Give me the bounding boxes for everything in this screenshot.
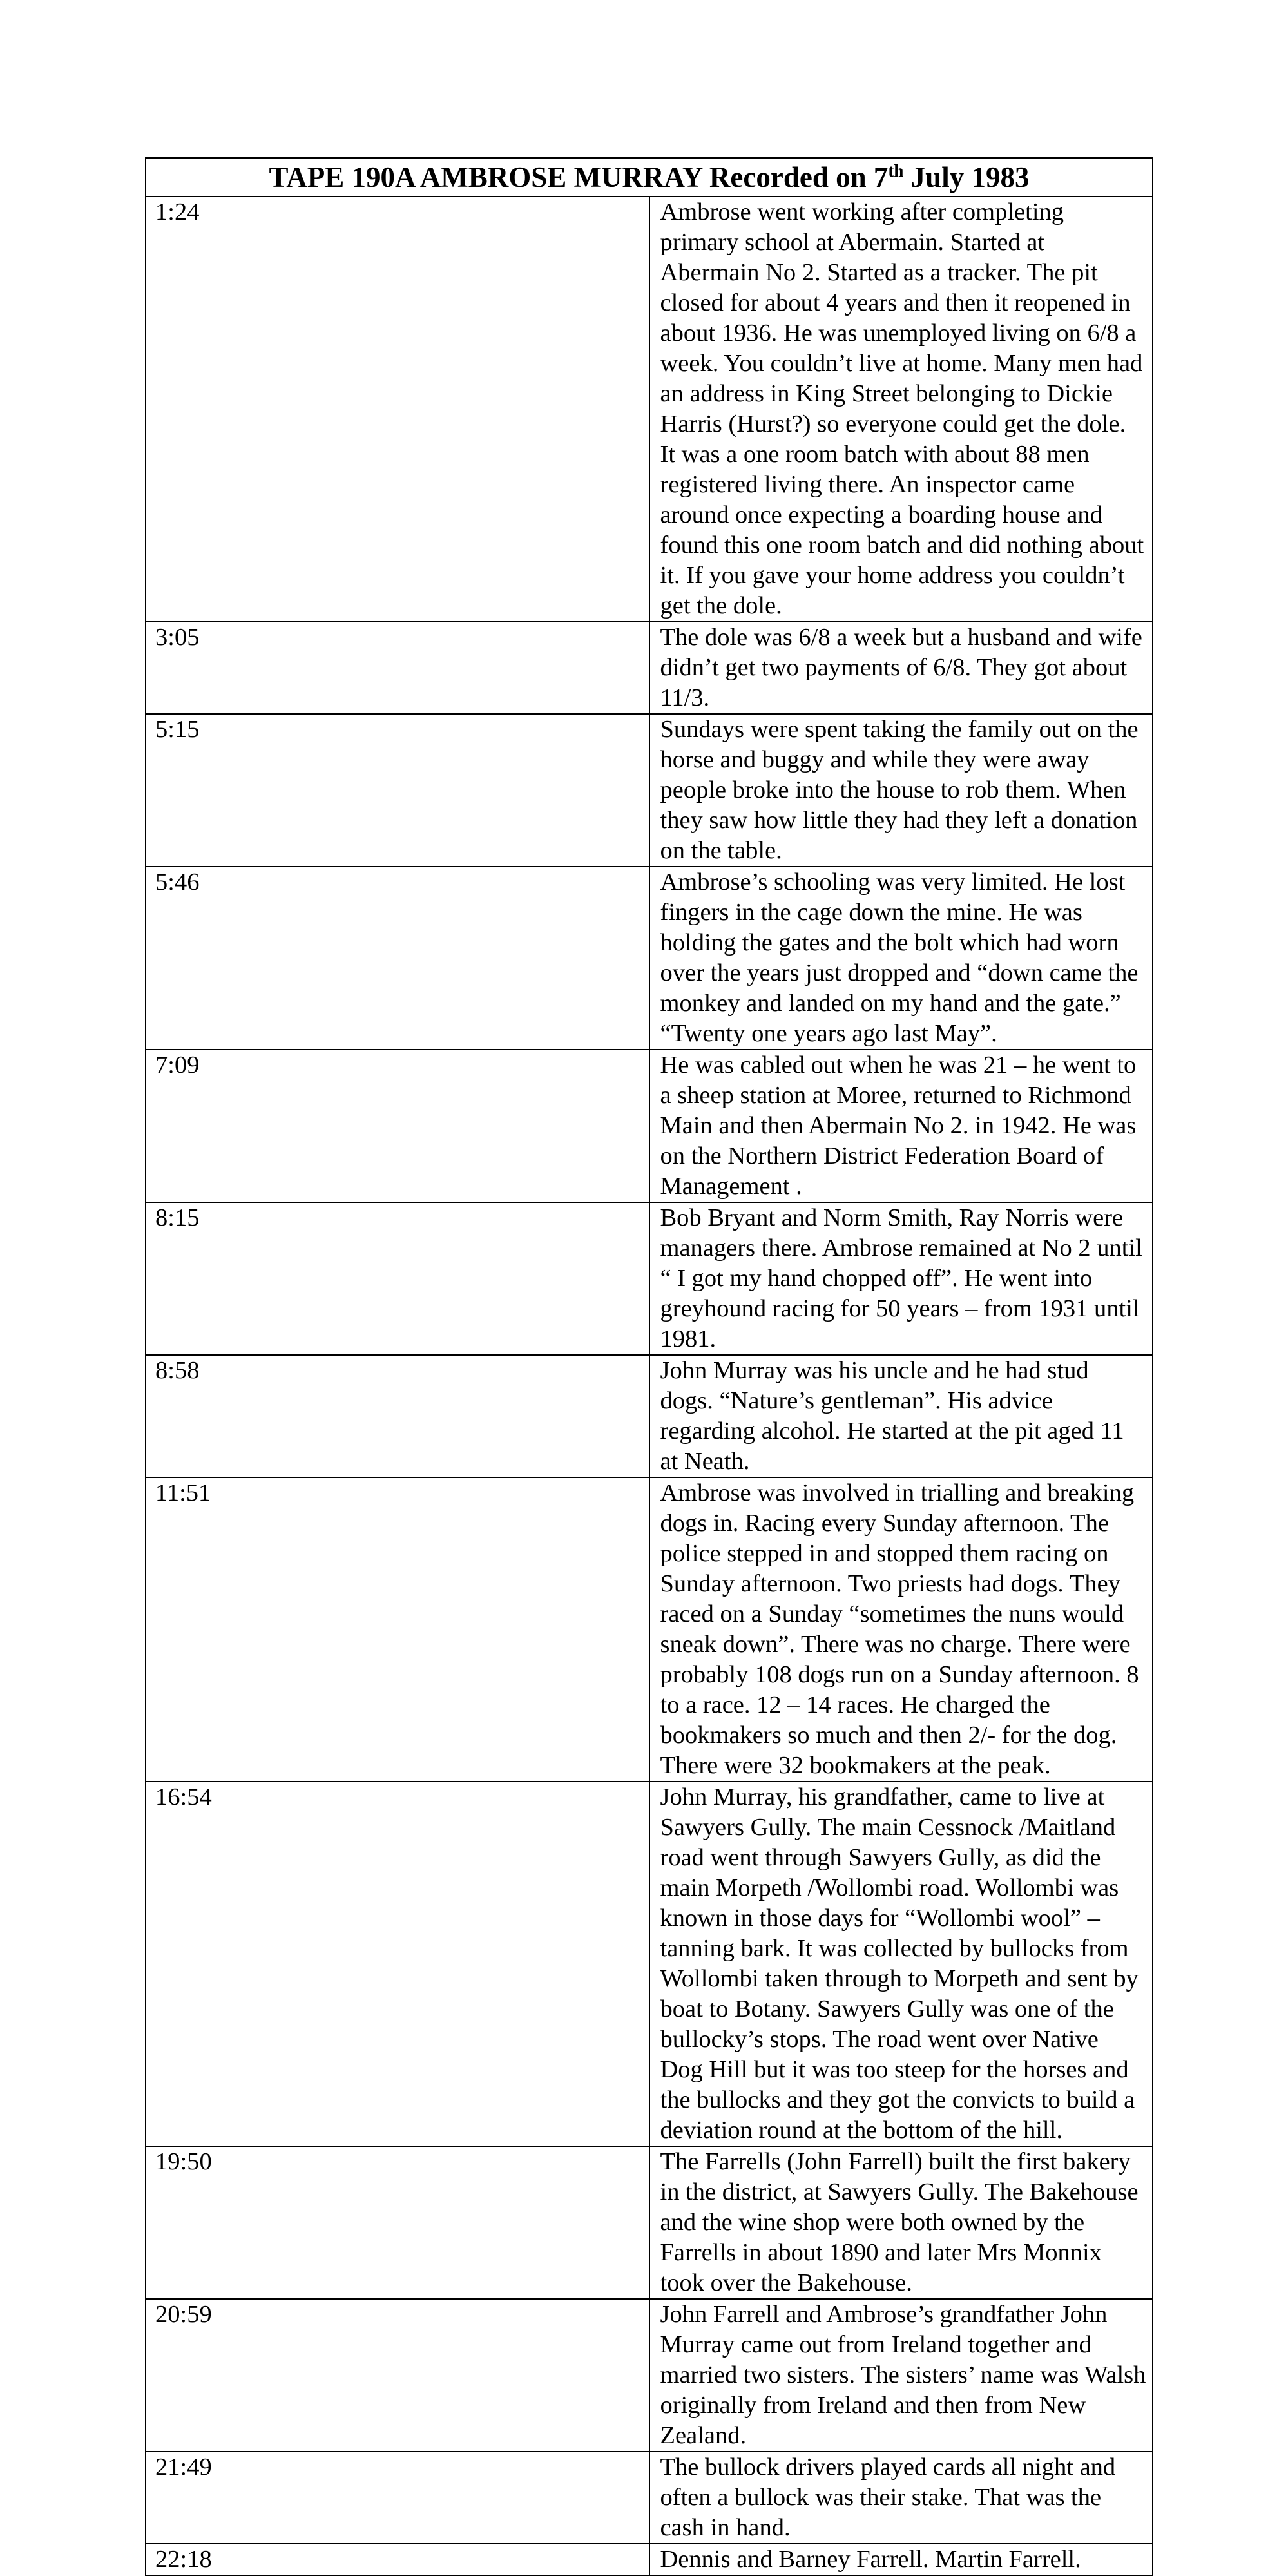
timestamp-cell: 7:09 — [146, 1050, 649, 1202]
title-prefix: TAPE 190A AMBROSE MURRAY Recorded on 7 — [269, 161, 889, 193]
table-row — [146, 1355, 1153, 1477]
summary-cell: John Farrell and Ambrose’s grandfather John Murray came out from Ireland together and married two sisters. The sisters’ name was Walsh originally from Ireland and then from New Zealand. — [649, 2299, 1153, 2452]
timestamp-cell: 8:58 — [146, 1355, 649, 1477]
timestamp-cell: 5:46 — [146, 867, 649, 1050]
table-row — [146, 1202, 1153, 1355]
timestamp-cell: 19:50 — [146, 2146, 649, 2299]
summary-cell: Ambrose’s schooling was very limited. He lost fingers in the cage down the mine. He was holding the gates and the bolt which had worn over the years just dropped and “down came the monkey and landed on my hand and the gate.” “Twenty one years ago last May”. — [649, 867, 1153, 1050]
table-row — [146, 2146, 1153, 2299]
summary-cell: Ambrose went working after completing primary school at Abermain. Started at Abermain No 2. Started as a tracker. The pit closed for about 4 years and then it reopened in about 1936. He was unemployed living on 6/8 a week. You couldn’t live at home. Many men had an address in King Street belonging to Dickie Harris (Hurst?) so everyone could get the dole. It was a one room batch with about 88 men registered living there. An inspector came around once expecting a boarding house and found this one room batch and did nothing about it. If you gave your home address you couldn’t get the dole. — [649, 197, 1153, 622]
summary-cell: John Murray was his uncle and he had stud dogs. “Nature’s gentleman”. His advice regarding alcohol. He started at the pit aged 11 at Neath. — [649, 1355, 1153, 1477]
table-row — [146, 714, 1153, 867]
summary-cell: Sundays were spent taking the family out on the horse and buggy and while they were away people broke into the house to rob them. When they saw how little they had they left a donation on the table. — [649, 714, 1153, 867]
summary-cell: The bullock drivers played cards all night and often a bullock was their stake. That was the cash in hand. — [649, 2452, 1153, 2544]
title-row — [146, 158, 1153, 197]
timestamp-cell: 11:51 — [146, 1477, 649, 1782]
table-row — [146, 2299, 1153, 2452]
summary-cell: Dennis and Barney Farrell. Martin Farrell. — [649, 2544, 1153, 2575]
table-row — [146, 2544, 1153, 2575]
table-row — [146, 622, 1153, 714]
timestamp-cell: 8:15 — [146, 1202, 649, 1355]
table-row — [146, 1477, 1153, 1782]
title-suffix: July 1983 — [903, 161, 1030, 193]
timestamp-cell: 5:15 — [146, 714, 649, 867]
summary-cell: The dole was 6/8 a week but a husband and wife didn’t get two payments of 6/8. They got about 11/3. — [649, 622, 1153, 714]
summary-cell: Bob Bryant and Norm Smith, Ray Norris were managers there. Ambrose remained at No 2 until “ I got my hand chopped off”. He went into greyhound racing for 50 years – from 1931 until 1981. — [649, 1202, 1153, 1355]
summary-cell: Ambrose was involved in trialling and breaking dogs in. Racing every Sunday afternoon. The police stepped in and stopped them racing on Sunday afternoon. Two priests had dogs. They raced on a Sunday “sometimes the nuns would sneak down”. There was no charge. There were probably 108 dogs run on a Sunday afternoon. 8 to a race. 12 – 14 races. He charged the bookmakers so much and then 2/- for the dog. There were 32 bookmakers at the peak. — [649, 1477, 1153, 1782]
table-row — [146, 1050, 1153, 1202]
document-title — [146, 158, 1153, 197]
summary-cell: The Farrells (John Farrell) built the first bakery in the district, at Sawyers Gully. The Bakehouse and the wine shop were both owned by the Farrells in about 1890 and later Mrs Monnix took over the Bakehouse. — [649, 2146, 1153, 2299]
table-row — [146, 197, 1153, 622]
timestamp-cell: 22:18 — [146, 2544, 649, 2575]
timestamp-cell: 3:05 — [146, 622, 649, 714]
timestamp-cell: 1:24 — [146, 197, 649, 622]
summary-cell: He was cabled out when he was 21 – he went to a sheep station at Moree, returned to Richmond Main and then Abermain No 2. in 1942. He was on the Northern District Federation Board of Management . — [649, 1050, 1153, 1202]
table-row — [146, 867, 1153, 1050]
summary-cell: John Murray, his grandfather, came to live at Sawyers Gully. The main Cessnock /Maitland road went through Sawyers Gully, as did the main Morpeth /Wollombi road. Wollombi was known in those days for “Wollombi wool” – tanning bark. It was collected by bullocks from Wollombi taken through to Morpeth and sent by boat to Botany. Sawyers Gully was one of the bullocky’s stops. The road went over Native Dog Hill but it was too steep for the horses and the bullocks and they got the convicts to build a deviation round at the bottom of the hill. — [649, 1782, 1153, 2146]
transcript-table — [145, 157, 1153, 2576]
timestamp-cell: 16:54 — [146, 1782, 649, 2146]
title-ordinal: th — [888, 161, 904, 180]
timestamp-cell: 20:59 — [146, 2299, 649, 2452]
table-row — [146, 2452, 1153, 2544]
table-row — [146, 1782, 1153, 2146]
timestamp-cell: 21:49 — [146, 2452, 649, 2544]
